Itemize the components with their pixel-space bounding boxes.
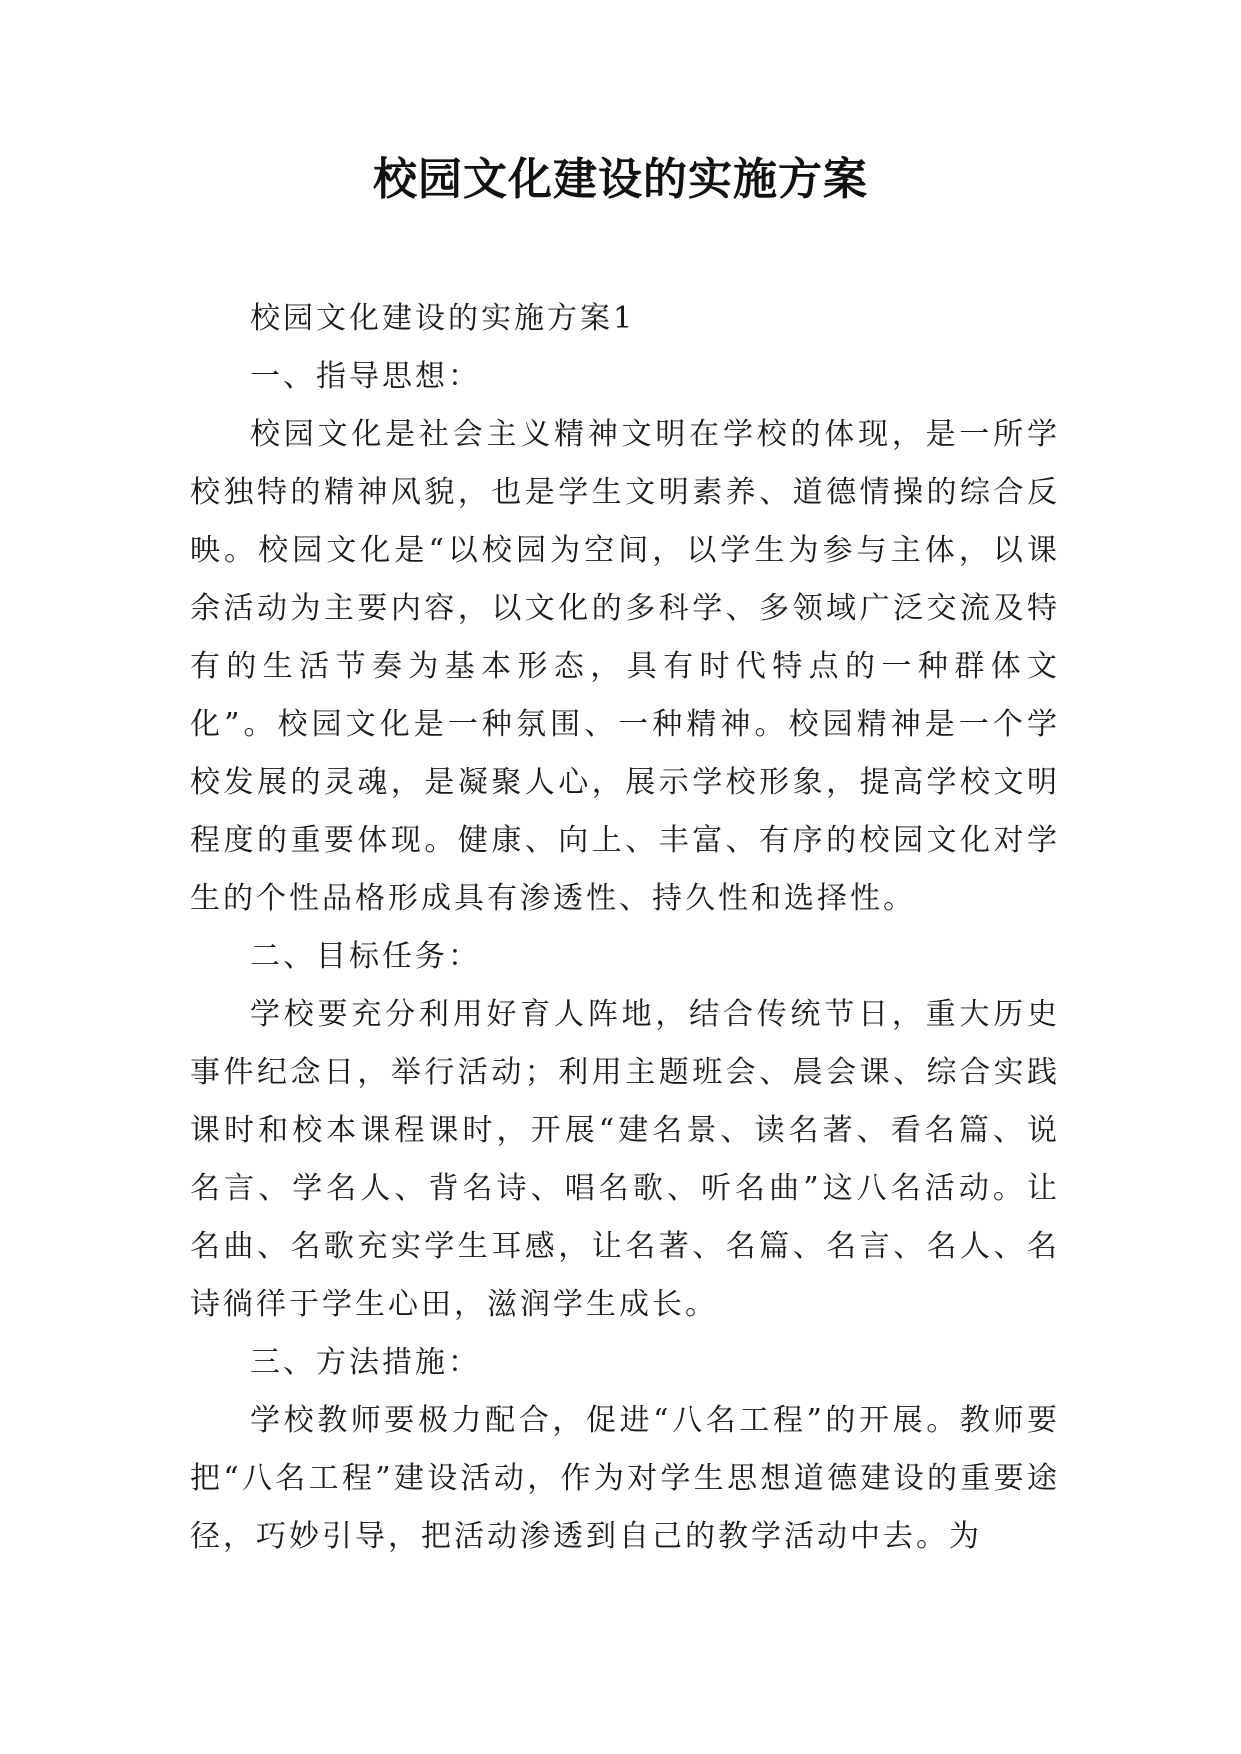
section-heading-methods-measures: 三、方法措施：	[250, 1345, 481, 1380]
section-heading-guiding-ideology: 一、指导思想：	[250, 359, 481, 394]
paragraph-methods-measures: 学校教师要极力配合，促进“八名工程”的开展。教师要把“八名工程”建设活动，作为对学生思想道德建设的重要途径，巧妙引导，把活动渗透到自己的教学活动中去。为	[190, 1403, 1060, 1554]
paragraph-guiding-ideology: 校园文化是社会主义精神文明在学校的体现，是一所学校独特的精神风貌，也是学生文明素养、道德情操的综合反映。校园文化是“以校园为空间，以学生为参与主体，以课余活动为主要内容，以文化的多科学、多领域广泛交流及特有的生活节奏为基本形态，具有时代特点的一种群体文化”。校园文化是一种氛围、一种精神。校园精神是一个学校发展的灵魂，是凝聚人心，展示学校形象，提高学校文明程度的重要体现。健康、向上、丰富、有序的校园文化对学生的个性品格形成具有渗透性、持久性和选择性。	[190, 417, 1060, 916]
section-heading-goals-tasks: 二、目标任务：	[250, 939, 481, 974]
section-heading-plan-1: 校园文化建设的实施方案1	[250, 301, 636, 336]
paragraph-goals-tasks: 学校要充分利用好育人阵地，结合传统节日，重大历史事件纪念日，举行活动；利用主题班会、晨会课、综合实践课时和校本课程课时，开展“建名景、读名著、看名篇、说名言、学名人、背名诗、唱名歌、听名曲”这八名活动。让名曲、名歌充实学生耳感，让名著、名篇、名言、名人、名诗徜徉于学生心田，滋润学生成长。	[190, 997, 1060, 1322]
document-body	[190, 290, 1060, 1566]
document-title: 校园文化建设的实施方案	[373, 154, 868, 205]
